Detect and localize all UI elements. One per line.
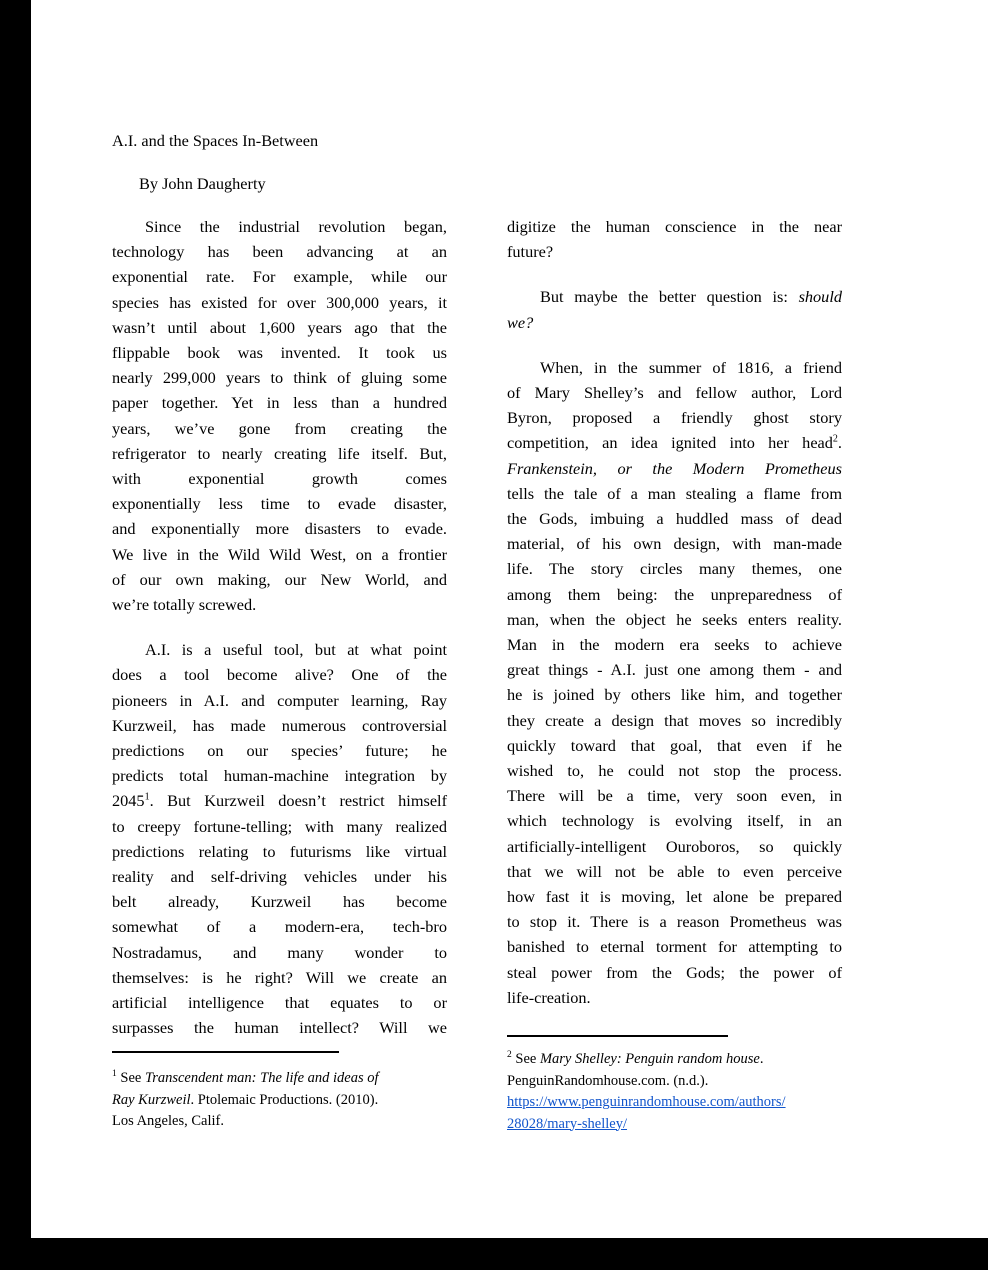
text-segment: . Ptolemaic Productions. (2010).: [190, 1091, 379, 1108]
footnote-left: [112, 1068, 447, 1133]
text-segment: we?: [507, 312, 534, 332]
text-segment: Los Angeles, Calif.: [112, 1113, 224, 1129]
text-segment: Ray Kurzweil: [112, 1091, 191, 1108]
text-line: [507, 657, 842, 682]
text-line: [112, 688, 447, 713]
text-segment: he is joined by others like him, and together: [507, 685, 842, 705]
text-line: [507, 783, 842, 808]
text-line: [507, 214, 842, 239]
text-line: [112, 814, 447, 839]
text-line: [507, 405, 842, 430]
text-line: [112, 1111, 447, 1133]
text-segment: digitize the human conscience in the near: [507, 217, 842, 236]
text-line: [112, 889, 447, 914]
text-segment: Transcendent man: The life and ideas of: [144, 1070, 379, 1086]
footnote-link[interactable]: 28028/mary-shelley/: [507, 1115, 628, 1132]
paragraph: [507, 284, 842, 334]
text-segment: See: [116, 1070, 145, 1086]
text-segment: future?: [507, 242, 554, 262]
footnote-right: [507, 1049, 842, 1135]
text-segment: flippable book was invented. It took us: [112, 343, 447, 363]
text-segment: to creepy fortune-telling; with many realized: [112, 816, 447, 836]
text-line: [112, 914, 447, 939]
text-segment: belt already, Kurzweil has become: [112, 892, 447, 912]
text-segment: Man in the modern era seeks to achieve: [507, 635, 842, 655]
text-line: [112, 990, 447, 1015]
footnote-separator-right: [507, 1035, 728, 1037]
text-line: [507, 506, 842, 531]
paragraph: [507, 214, 842, 264]
text-line: [112, 592, 447, 617]
text-segment: among them being: the unpreparedness of: [507, 584, 842, 604]
text-line: [112, 239, 447, 264]
text-segment: we’re totally screwed.: [112, 595, 257, 615]
text-line: [507, 284, 842, 309]
column-right: [507, 214, 842, 1010]
text-line: [112, 441, 447, 466]
text-line: [112, 516, 447, 541]
text-line: [112, 965, 447, 990]
text-segment: predictions relating to futurisms like virtual: [112, 841, 447, 861]
text-segment: life. The story circles many themes, one: [507, 559, 842, 579]
text-line: [112, 637, 447, 662]
text-line: [507, 859, 842, 884]
text-line: [112, 290, 447, 315]
text-segment: Nostradamus, and many wonder to: [112, 942, 447, 962]
text-segment: exponential rate. For example, while our: [112, 267, 447, 287]
text-segment: life-creation.: [507, 987, 591, 1007]
text-line: [112, 340, 447, 365]
text-segment: There will be a time, very soon even, in: [507, 786, 842, 806]
text-line: [112, 542, 447, 567]
text-segment: which technology is evolving itself, in an: [507, 811, 842, 831]
text-line: [507, 909, 842, 934]
text-line: [507, 239, 842, 264]
text-line: [112, 864, 447, 889]
text-line: [507, 834, 842, 859]
text-line: [507, 1092, 842, 1114]
text-line: [112, 390, 447, 415]
text-segment: .: [837, 433, 842, 453]
text-segment: Mary Shelley: Penguin random house: [539, 1051, 760, 1067]
text-segment: they create a design that moves so incredibly: [507, 710, 842, 730]
text-segment: quickly toward that goal, that even if he: [507, 735, 842, 755]
text-line: [507, 1049, 842, 1071]
text-segment: does a tool become alive? One of the: [112, 665, 447, 685]
text-segment: See: [511, 1051, 540, 1067]
text-segment: that we will not be able to even perceive: [507, 861, 842, 881]
text-segment: tells the tale of a man stealing a flame from: [507, 483, 842, 503]
text-segment: Kurzweil, has made numerous controversial: [112, 715, 447, 735]
text-segment: Since the industrial revolution began,: [145, 217, 447, 236]
text-line: [507, 934, 842, 959]
text-line: [112, 662, 447, 687]
text-line: [507, 607, 842, 632]
paragraph: [112, 214, 447, 617]
text-segment: species has existed for over 300,000 years, it: [112, 292, 447, 312]
text-line: [507, 1114, 842, 1136]
text-segment: reality and self-driving vehicles under his: [112, 867, 447, 887]
text-segment: steal power from the Gods; the power of: [507, 962, 842, 982]
text-segment: When, in the summer of 1816, a friend: [540, 357, 842, 377]
text-line: [112, 491, 447, 516]
text-line: [507, 960, 842, 985]
text-line: [507, 380, 842, 405]
text-segment: We live in the Wild Wild West, on a frontier: [112, 544, 447, 564]
text-segment: PenguinRandomhouse.com. (n.d.).: [507, 1072, 709, 1089]
text-segment: A.I. is a useful tool, but at what point: [145, 640, 447, 660]
text-segment: themselves: is he right? Will we create an: [112, 967, 447, 987]
text-segment: .: [759, 1051, 764, 1067]
text-line: [507, 985, 842, 1010]
text-line: [112, 567, 447, 592]
text-segment: pioneers in A.I. and computer learning, Ray: [112, 690, 447, 710]
text-line: [507, 430, 842, 455]
text-line: [507, 582, 842, 607]
footnote-link[interactable]: https://www.penguinrandomhouse.com/authors/: [507, 1094, 786, 1110]
text-line: [507, 481, 842, 506]
text-segment: competition, an idea ignited into her head: [507, 433, 833, 453]
page-title: A.I. and the Spaces In-Between: [112, 131, 319, 150]
text-line: [507, 884, 842, 909]
text-segment: material, of his own design, with man-made: [507, 534, 842, 554]
text-segment: technology has been advancing at an: [112, 242, 447, 262]
text-line: [507, 733, 842, 758]
text-line: [507, 1071, 842, 1093]
text-segment: somewhat of a modern-era, tech-bro: [112, 917, 447, 937]
text-line: [507, 456, 842, 481]
text-line: [112, 940, 447, 965]
text-segment: should: [798, 287, 842, 307]
superscript-marker: 2: [507, 1050, 512, 1061]
text-segment: the Gods, imbuing a huddled mass of dead: [507, 509, 842, 529]
text-segment: . But Kurzweil doesn’t restrict himself: [149, 791, 447, 811]
text-line: [112, 1090, 447, 1112]
text-segment: how fast it is moving, let alone be prepared: [507, 887, 842, 907]
text-line: [112, 264, 447, 289]
text-segment: nearly 299,000 years to think of gluing some: [112, 368, 447, 388]
text-line: [507, 632, 842, 657]
text-segment: years, we’ve gone from creating the: [112, 418, 447, 438]
text-line: [112, 763, 447, 788]
text-line: [507, 758, 842, 783]
superscript-marker: 2: [832, 434, 838, 445]
text-line: [112, 365, 447, 390]
column-left: [112, 214, 447, 1041]
superscript-marker: 1: [112, 1069, 117, 1080]
text-segment: But maybe the better question is:: [540, 287, 799, 307]
superscript-marker: 1: [144, 792, 150, 804]
text-segment: predicts total human-machine integration by: [112, 766, 447, 786]
text-line: [507, 556, 842, 581]
text-line: [112, 788, 447, 813]
text-segment: surpasses the human intellect? Will we: [112, 1018, 447, 1038]
text-segment: artificial intelligence that equates to or: [112, 993, 447, 1013]
text-segment: man, when the object he seeks enters reality.: [507, 609, 842, 629]
text-segment: of Mary Shelley’s and fellow author, Lord: [507, 383, 842, 403]
text-segment: predictions on our species’ future; he: [112, 741, 447, 761]
text-segment: paper together. Yet in less than a hundred: [112, 393, 447, 413]
text-segment: with exponential growth comes: [112, 469, 447, 489]
text-line: [507, 355, 842, 380]
text-line: [112, 1068, 447, 1090]
text-line: [112, 214, 447, 239]
paragraph: [507, 355, 842, 1010]
text-segment: of our own making, our New World, and: [112, 569, 447, 589]
text-segment: artificially-intelligent Ouroboros, so quickly: [507, 836, 842, 856]
text-line: [507, 808, 842, 833]
text-line: [507, 310, 842, 335]
text-line: [112, 466, 447, 491]
text-line: [112, 738, 447, 763]
footnote-separator-left: [112, 1051, 339, 1053]
text-segment: and exponentially more disasters to evade.: [112, 519, 447, 539]
text-segment: refrigerator to nearly creating life itself. But,: [112, 443, 447, 463]
text-segment: Byron, proposed a friendly ghost story: [507, 408, 842, 428]
text-line: [507, 708, 842, 733]
text-line: [112, 1015, 447, 1040]
text-segment: to stop it. There is a reason Prometheus was: [507, 912, 842, 932]
text-segment: wasn’t until about 1,600 years ago that the: [112, 317, 447, 337]
text-segment: exponentially less time to evade disaster,: [112, 494, 447, 514]
byline: By John Daugherty: [139, 174, 266, 193]
text-segment: wished to, he could not stop the process.: [507, 761, 842, 781]
text-segment: 2045: [112, 791, 145, 811]
paragraph: [112, 637, 447, 1040]
text-line: [112, 839, 447, 864]
text-segment: Frankenstein, or the Modern Prometheus: [507, 458, 842, 478]
text-segment: great things - A.I. just one among them - and: [507, 660, 842, 680]
text-line: [112, 713, 447, 738]
text-line: [112, 315, 447, 340]
text-line: [112, 416, 447, 441]
text-line: [507, 682, 842, 707]
text-segment: banished to eternal torment for attempting to: [507, 937, 842, 957]
text-line: [507, 531, 842, 556]
